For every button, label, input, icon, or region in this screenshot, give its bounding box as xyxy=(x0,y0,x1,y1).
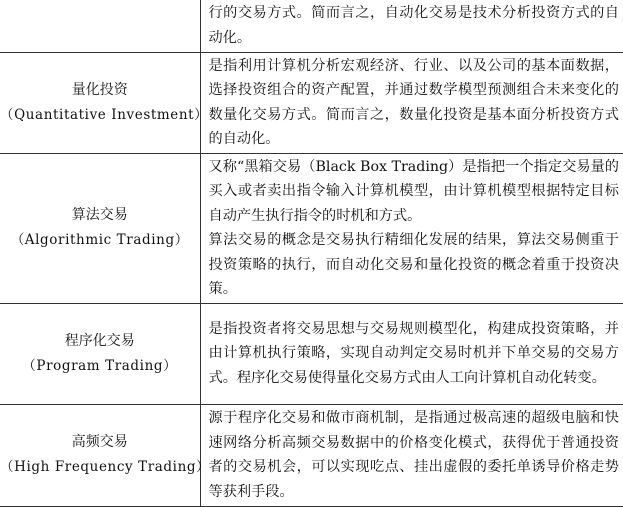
description-cell xyxy=(200,303,623,404)
term-cell xyxy=(0,404,211,506)
term-cell xyxy=(0,303,200,404)
description-paragraph: 是指投资者将交易思想与交易规则模型化，构建成投资策略，并由计算机执行策略，实现自动判定交易时机并下单交易的交易方式。程序化交易使得量化交易方式由人工向计算机自动化转变。 xyxy=(208,320,619,386)
term-zh: 高频交易 xyxy=(71,434,128,450)
table-row xyxy=(0,153,623,303)
term-en: （Algorithmic Trading） xyxy=(10,232,189,248)
description-paragraph: 是指利用计算机分析宏观经济、行业、以及公司的基本面数据，选择投资组合的资产配置，并通过数学模型预测组合未来变化的数量化交易方式。简而言之，数量化投资是基本面分析投资方式的自动化。 xyxy=(208,57,619,147)
term-cell xyxy=(0,153,200,303)
description-paragraph: 行的交易方式。简而言之，自动化交易是技术分析投资方式的自动化。 xyxy=(208,5,619,46)
table-row xyxy=(0,404,623,506)
term-zh: 程序化交易 xyxy=(64,332,135,349)
table-row xyxy=(0,303,623,404)
description-cell xyxy=(200,404,623,506)
term-zh: 量化投资 xyxy=(71,81,128,98)
term-cell xyxy=(0,52,209,153)
description-cell xyxy=(200,153,623,303)
term-en: （High Frequency Trading） xyxy=(0,459,211,475)
description-cell xyxy=(200,52,623,153)
description-paragraph: 源于程序化交易和做市商机制，是指通过极高速的超级电脑和快速网络分析高频交易数据中的价格变化模式，获得优于普通投资者的交易机会，可以实现吃点、挂出虚假的委托单诱导价格走势等获利手段。 xyxy=(208,410,619,500)
description-paragraph: 算法交易的概念是交易执行精细化发展的结果，算法交易侧重于投资策略的执行，而自动化交易和量化投资的概念着重于投资决策。 xyxy=(208,232,619,297)
term-en: （Quantitative Investment） xyxy=(0,106,209,123)
table-row xyxy=(0,0,623,52)
table-row xyxy=(0,52,623,153)
description-cell xyxy=(200,0,623,52)
term-zh: 算法交易 xyxy=(71,207,128,223)
term-cell xyxy=(0,0,200,52)
term-en: （Program Trading） xyxy=(22,357,178,374)
description-paragraph: 又称“黑箱交易（Black Box Trading）是指把一个指定交易量的买入或者卖出指令输入计算机模型，由计算机模型根据特定目标自动产生执行指令的时机和方式。 xyxy=(208,158,619,224)
